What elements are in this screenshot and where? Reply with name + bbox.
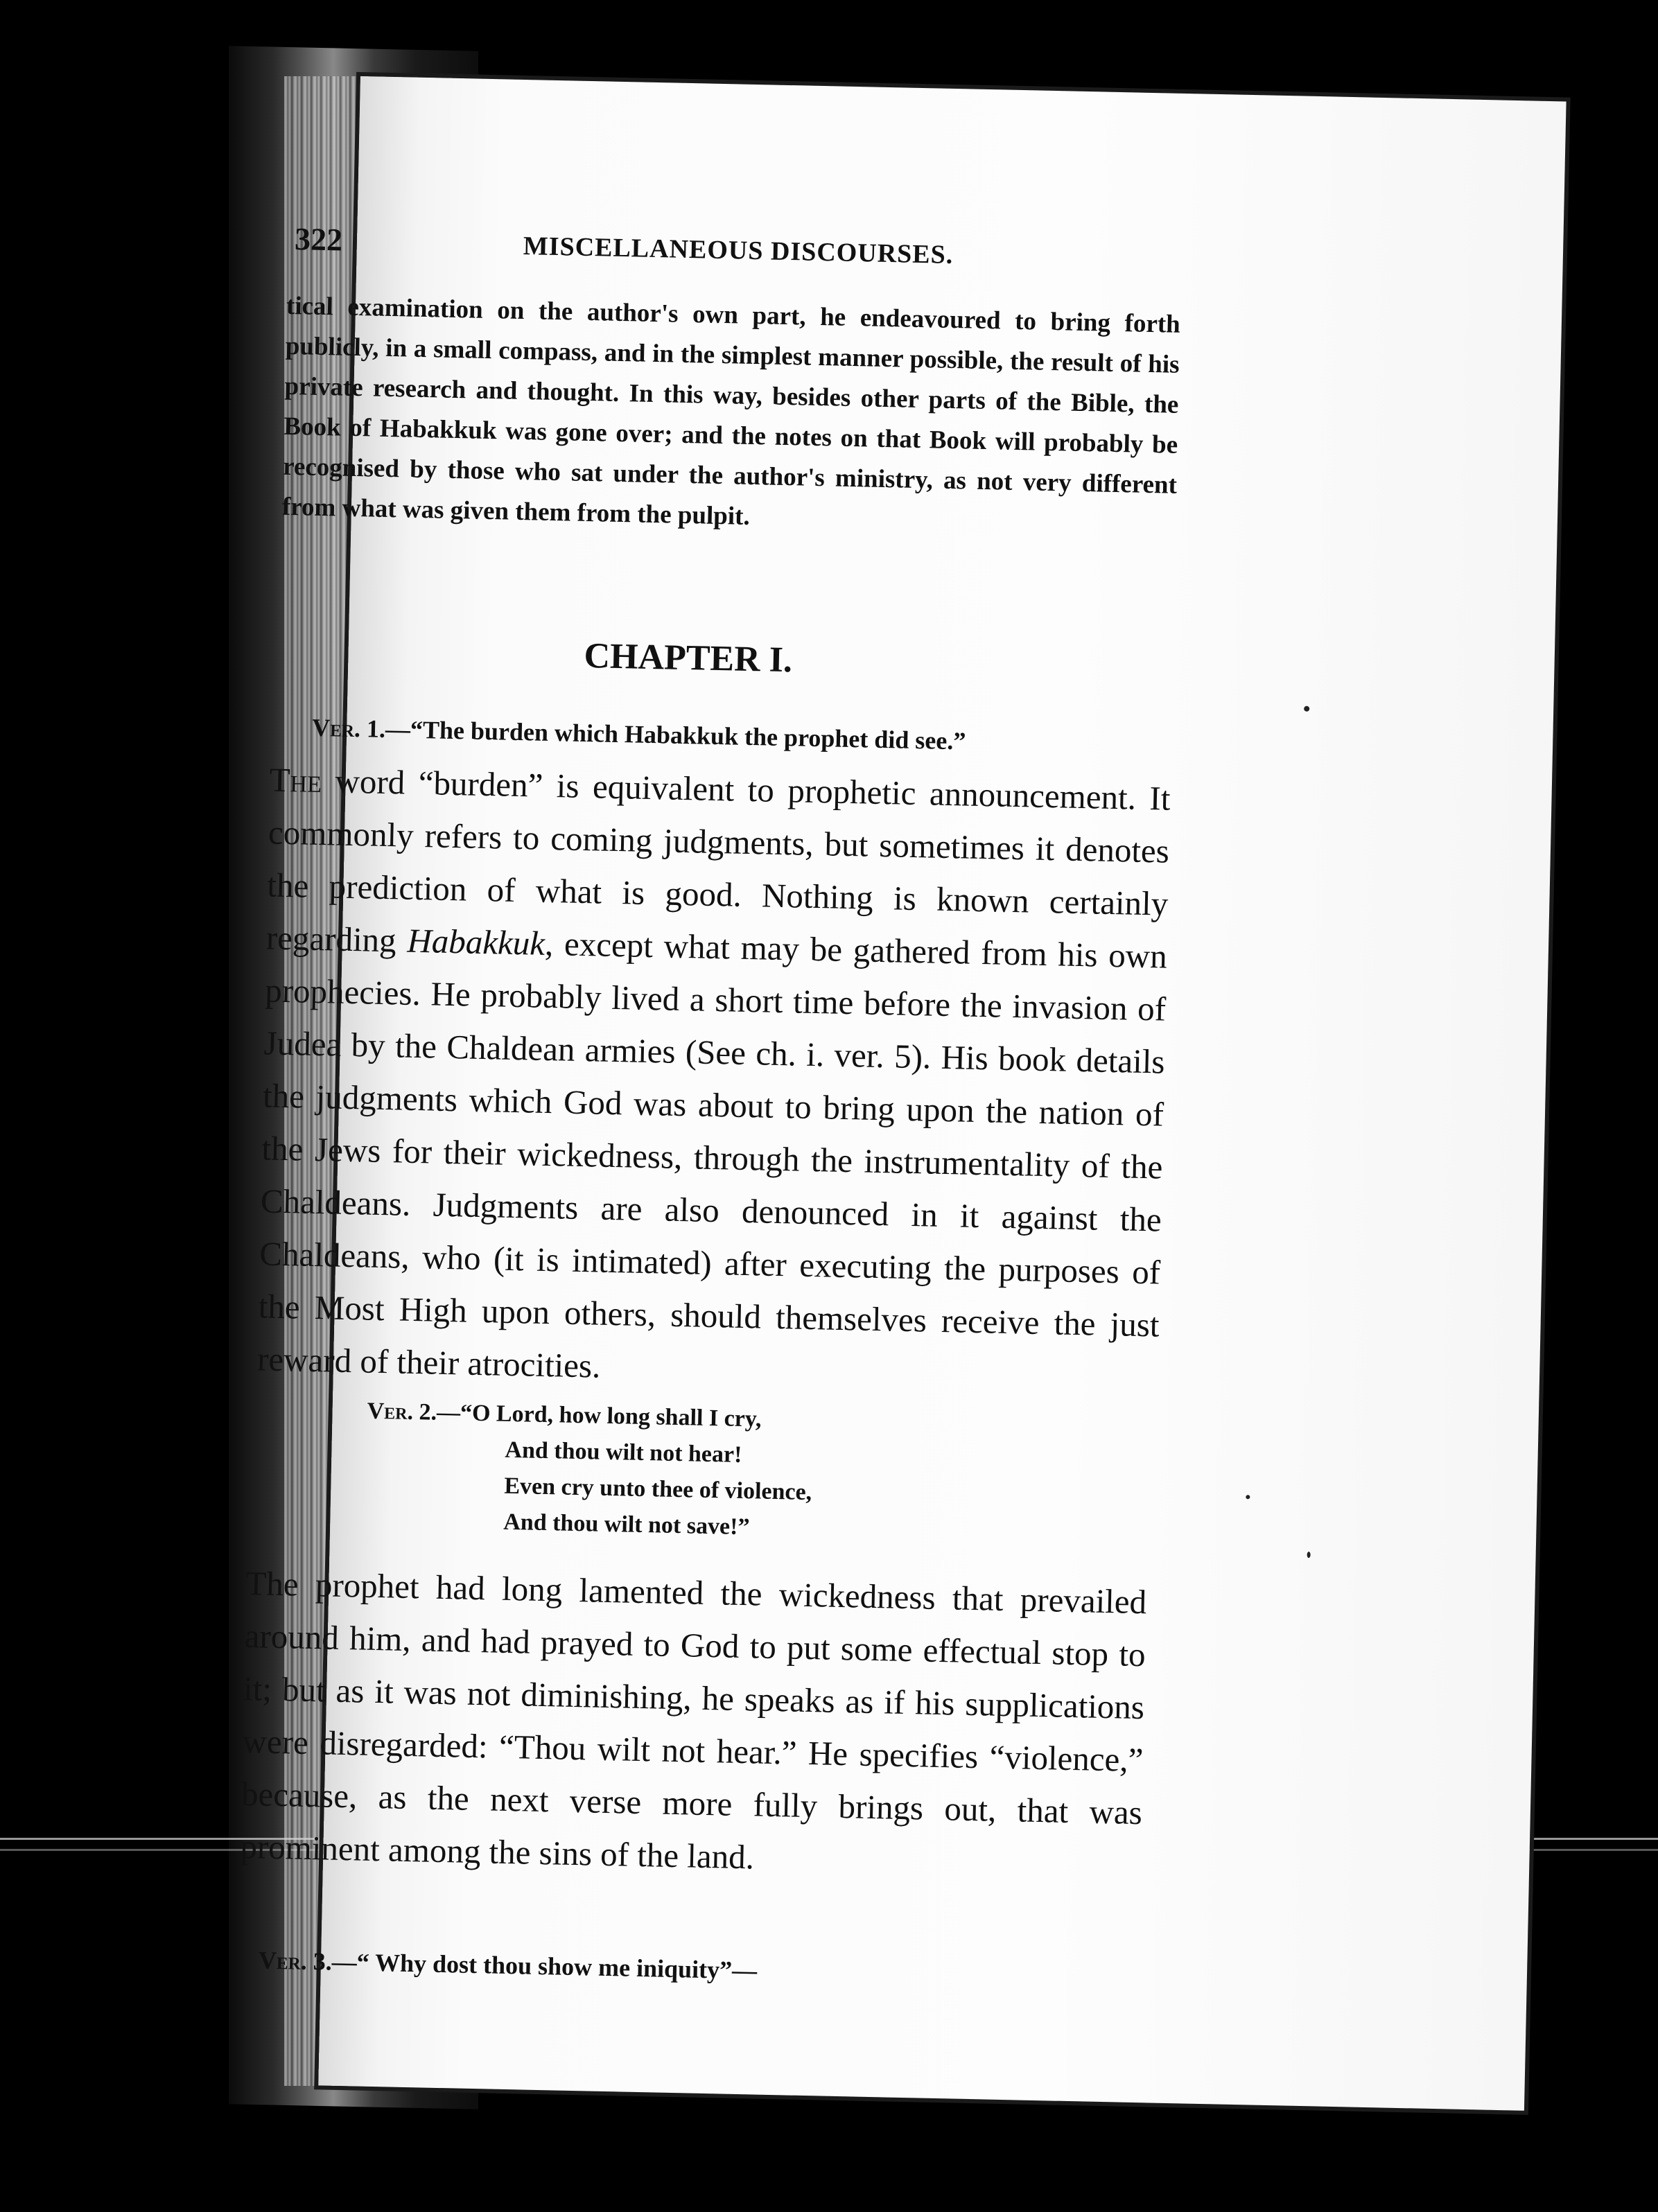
paragraph-1-lead: The (269, 760, 322, 800)
intro-paragraph: tical examination on the author's own part, he endeavoured to bring forth publicly, in a small compass, and in the simplest manner possible, the result of his private research and thought. In this way, besides other parts of the Bible, the Book of Habakkuk was gone over; and the notes on that Book will probably be recognised by those who sat under the author's ministry, as not very different from what was given them from the pulpit. (281, 291, 1181, 531)
paragraph-1-name: Habakkuk (406, 921, 546, 963)
speck-mark (1246, 1495, 1250, 1499)
chapter-title: CHAPTER I. (583, 635, 793, 681)
verse-3-heading (259, 1946, 952, 1990)
verse-1-quote: —“The burden which Habakkuk the prophet did see.” (385, 714, 966, 755)
paragraph-2: The prophet had long lamented the wickedness that prevailed around him, and had prayed to God to put some effectual stop to it; but as it was not diminishing, he speaks as if his supplications were disregarded: “Thou wilt not hear.” He specifies “violence,” because, as the next verse more fully brings out, that was prominent among the sins of the land. (239, 1564, 1147, 1877)
speck-mark (1304, 706, 1309, 712)
running-title: MISCELLANEOUS DISCOURSES. (523, 231, 954, 270)
paragraph-1-text-b: , except what may be gathered from his own prophecies. He probably lived a short time before the invasion of Judea by the Chaldean armies (See ch. i. ver. 5). His book details the judgments which God was about to bring upon the nation of the Jews for their wickedness, through the instrumentality of the Chaldeans. Judgments are also denounced in it against the Chaldeans, who (it is intimated) after executing the purposes of the Most High upon others, should themselves receive the just reward of their atrocities. (256, 924, 1168, 1385)
page-header (294, 220, 1348, 291)
verse-1-heading (312, 713, 1075, 758)
paragraph-1 (256, 753, 1171, 1404)
verse-3-label: Ver. 3. (258, 1946, 333, 1976)
verse-2-label: Ver. 2. (367, 1398, 437, 1425)
verse-1-label: Ver. 1. (311, 713, 386, 743)
paragraph-1-text-a: word “burden” is equivalent to prophetic announcement. It commonly refers to coming judgments, but sometimes it denotes the prediction of what is good. Nothing is known certainly regarding (265, 762, 1171, 960)
page-number: 322 (294, 221, 343, 258)
book-page (239, 76, 1566, 2111)
verse-2-line-2: And thou wilt not hear! (505, 1437, 742, 1468)
speck-mark (1307, 1552, 1311, 1558)
verse-2-line-1: —“O Lord, how long shall I cry, (436, 1399, 762, 1432)
verse-2-line-4: And thou wilt not save!” (503, 1509, 750, 1540)
verse-3-quote: —“ Why dost thou show me iniquity”— (331, 1947, 758, 1985)
verse-2-line-3: Even cry unto thee of violence, (504, 1473, 812, 1506)
verse-2-block (365, 1394, 991, 1551)
